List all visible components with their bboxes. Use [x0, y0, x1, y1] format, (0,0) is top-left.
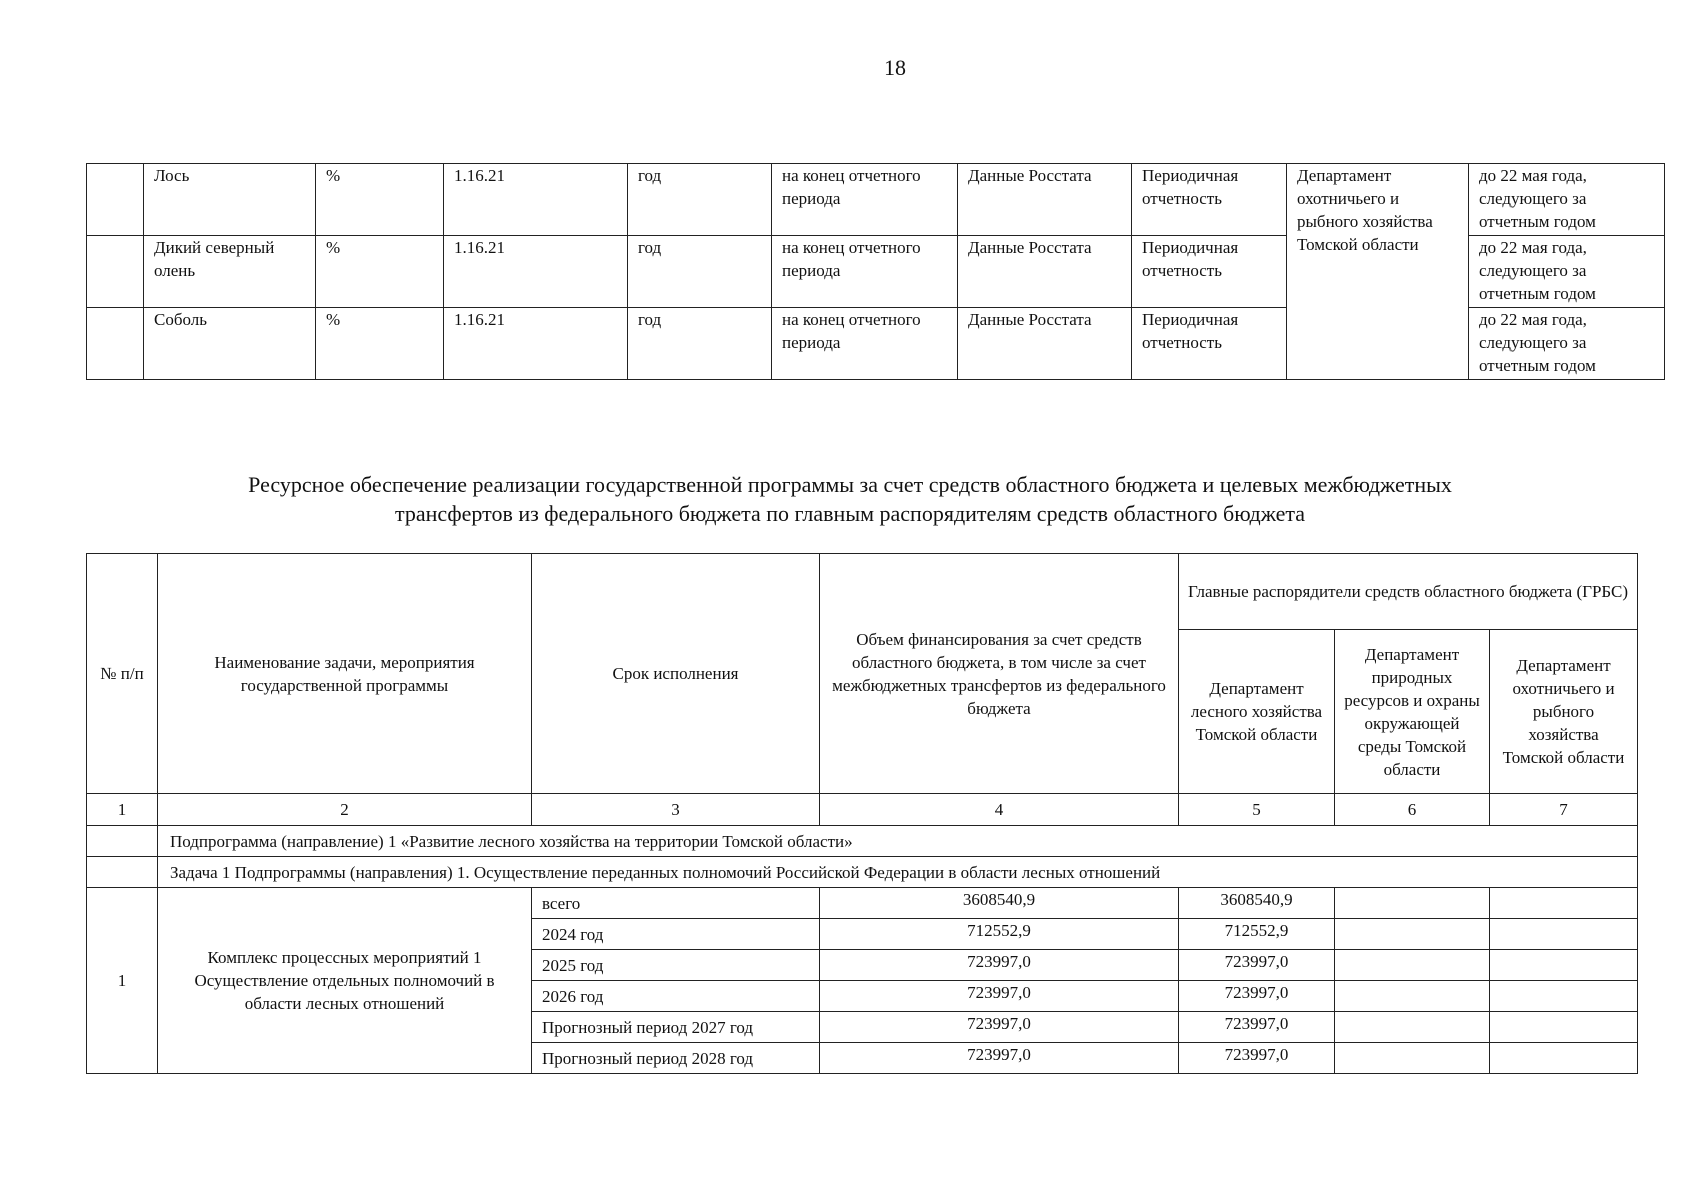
task-title: Задача 1 Подпрограммы (направления) 1. Осуществление переданных полномочий Российской Федерации в области лесных отношений — [158, 857, 1638, 888]
column-number: 3 — [532, 794, 820, 826]
period: год — [628, 308, 772, 380]
hunting-dept-cell — [1490, 919, 1638, 950]
header-volume: Объем финансирования за счет средств областного бюджета, в том числе за счет межбюджетных трансфертов из федерального бюджета — [820, 554, 1179, 794]
nature-dept-cell — [1335, 919, 1490, 950]
moment: на конец отчетного периода — [772, 308, 958, 380]
row-number-cell — [87, 164, 144, 236]
header-dept-hunting: Департамент охотничьего и рыбного хозяйства Томской области — [1490, 630, 1638, 794]
term-cell: 2026 год — [532, 981, 820, 1012]
task-row — [87, 857, 1638, 888]
unit: % — [316, 308, 444, 380]
moment: на конец отчетного периода — [772, 164, 958, 236]
column-number: 4 — [820, 794, 1179, 826]
forest-dept-cell: 3608540,9 — [1179, 888, 1335, 919]
header-dept-forest: Департамент лесного хозяйства Томской области — [1179, 630, 1335, 794]
period: год — [628, 164, 772, 236]
indicator-name: Соболь — [144, 308, 316, 380]
source: Данные Росстата — [958, 236, 1132, 308]
nature-dept-cell — [1335, 1043, 1490, 1074]
hunting-dept-cell — [1490, 981, 1638, 1012]
code: 1.16.21 — [444, 236, 628, 308]
period: год — [628, 236, 772, 308]
forest-dept-cell: 723997,0 — [1179, 1043, 1335, 1074]
empty-cell — [87, 857, 158, 888]
forest-dept-cell: 723997,0 — [1179, 1012, 1335, 1043]
forest-dept-cell: 723997,0 — [1179, 950, 1335, 981]
term-cell: 2024 год — [532, 919, 820, 950]
forest-dept-cell: 723997,0 — [1179, 981, 1335, 1012]
term-cell: 2025 год — [532, 950, 820, 981]
column-number: 5 — [1179, 794, 1335, 826]
indicators-table — [86, 163, 1665, 380]
header-num: № п/п — [87, 554, 158, 794]
column-number: 2 — [158, 794, 532, 826]
header-grbs: Главные распорядители средств областного бюджета (ГРБС) — [1179, 554, 1638, 630]
source: Данные Росстата — [958, 308, 1132, 380]
hunting-dept-cell — [1490, 1012, 1638, 1043]
empty-cell — [87, 826, 158, 857]
page-number: 18 — [884, 55, 906, 80]
nature-dept-cell — [1335, 981, 1490, 1012]
item-name: Комплекс процессных мероприятий 1 Осуществление отдельных полномочий в области лесных отношений — [158, 888, 532, 1074]
unit: % — [316, 164, 444, 236]
subprogram-row — [87, 826, 1638, 857]
header-dept-nature: Департамент природных ресурсов и охраны окружающей среды Томской области — [1335, 630, 1490, 794]
code: 1.16.21 — [444, 308, 628, 380]
code: 1.16.21 — [444, 164, 628, 236]
table-row — [87, 888, 1638, 919]
method: Периодичная отчетность — [1132, 164, 1287, 236]
nature-dept-cell — [1335, 1012, 1490, 1043]
responsible: Департамент охотничьего и рыбного хозяйства Томской области — [1287, 164, 1469, 380]
term-cell: Прогнозный период 2027 год — [532, 1012, 820, 1043]
forest-dept-cell: 712552,9 — [1179, 919, 1335, 950]
table-row — [87, 164, 1665, 236]
method: Периодичная отчетность — [1132, 236, 1287, 308]
indicator-name: Лось — [144, 164, 316, 236]
hunting-dept-cell — [1490, 888, 1638, 919]
volume-cell: 3608540,9 — [820, 888, 1179, 919]
hunting-dept-cell — [1490, 950, 1638, 981]
column-numbers-row — [87, 794, 1638, 826]
term-cell: Прогнозный период 2028 год — [532, 1043, 820, 1074]
column-number: 6 — [1335, 794, 1490, 826]
volume-cell: 712552,9 — [820, 919, 1179, 950]
column-number: 1 — [87, 794, 158, 826]
resource-table — [86, 553, 1638, 1074]
volume-cell: 723997,0 — [820, 950, 1179, 981]
indicator-name: Дикий северный олень — [144, 236, 316, 308]
section-title-line-1: Ресурсное обеспечение реализации государственной программы за счет средств областного бюджета и целевых межбюджетных — [248, 472, 1452, 497]
volume-cell: 723997,0 — [820, 981, 1179, 1012]
row-number-cell — [87, 236, 144, 308]
hunting-dept-cell — [1490, 1043, 1638, 1074]
deadline: до 22 мая года, следующего за отчетным годом — [1469, 308, 1665, 380]
method: Периодичная отчетность — [1132, 308, 1287, 380]
row-number-cell — [87, 308, 144, 380]
volume-cell: 723997,0 — [820, 1043, 1179, 1074]
section-title-line-2: трансфертов из федерального бюджета по главным распорядителям средств областного бюджета — [394, 501, 1306, 526]
header-name: Наименование задачи, мероприятия государственной программы — [158, 554, 532, 794]
nature-dept-cell — [1335, 888, 1490, 919]
source: Данные Росстата — [958, 164, 1132, 236]
volume-cell: 723997,0 — [820, 1012, 1179, 1043]
section-title — [90, 470, 1610, 528]
nature-dept-cell — [1335, 950, 1490, 981]
header-term: Срок исполнения — [532, 554, 820, 794]
deadline: до 22 мая года, следующего за отчетным годом — [1469, 164, 1665, 236]
subprogram-title: Подпрограмма (направление) 1 «Развитие лесного хозяйства на территории Томской области» — [158, 826, 1638, 857]
term-cell: всего — [532, 888, 820, 919]
column-number: 7 — [1490, 794, 1638, 826]
header-row — [87, 554, 1638, 630]
moment: на конец отчетного периода — [772, 236, 958, 308]
unit: % — [316, 236, 444, 308]
deadline: до 22 мая года, следующего за отчетным годом — [1469, 236, 1665, 308]
item-number: 1 — [87, 888, 158, 1074]
